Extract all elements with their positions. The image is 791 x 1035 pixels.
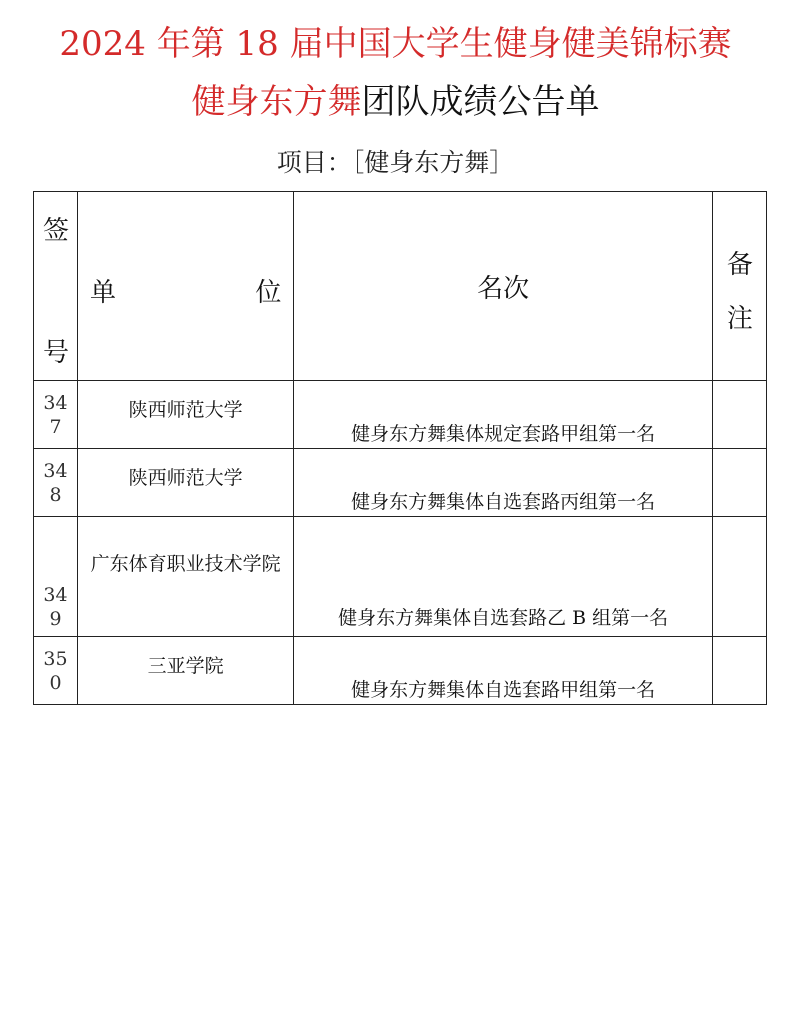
project-label: 项目：［健身东方舞］ <box>276 148 515 177</box>
row-unit-text: 三亚学院 <box>147 655 224 677</box>
header-sign-number-top: 签 <box>42 216 69 246</box>
table-row <box>34 381 767 449</box>
title-event-name: 健身东方舞 <box>191 82 362 122</box>
table-header-row <box>34 192 767 381</box>
row-sign-number: 348 <box>34 449 78 517</box>
header-note-top: 备 <box>726 250 753 280</box>
header-unit-right: 位 <box>255 278 282 308</box>
header-unit-left: 单 <box>90 278 117 308</box>
row-unit-text: 陕西师范大学 <box>128 467 243 489</box>
row-sign-number: 349 <box>34 517 78 637</box>
row-sign-number: 347 <box>34 381 78 449</box>
row-rank-text: 健身东方舞集体自选套路乙 B 组第一名 <box>338 607 669 629</box>
row-note <box>712 517 766 637</box>
row-sign-number: 350 <box>34 637 78 705</box>
row-note <box>712 381 766 449</box>
results-table <box>33 191 767 705</box>
row-unit <box>78 449 294 517</box>
table-row <box>34 449 767 517</box>
title-line-2 <box>0 80 791 124</box>
row-unit <box>78 637 294 705</box>
row-unit <box>78 381 294 449</box>
row-rank-text: 健身东方舞集体自选套路丙组第一名 <box>351 491 656 513</box>
row-rank <box>294 517 713 637</box>
header-unit <box>78 192 294 381</box>
title-line-1: 2024 年第 18 届中国大学生健身健美锦标赛 <box>59 24 732 64</box>
row-rank <box>294 637 713 705</box>
row-note <box>712 449 766 517</box>
row-unit-text: 广东体育职业技术学院 <box>90 553 281 575</box>
row-rank <box>294 381 713 449</box>
table-row <box>34 637 767 705</box>
row-rank <box>294 449 713 517</box>
header-note-bottom: 注 <box>726 304 753 334</box>
row-unit <box>78 517 294 637</box>
row-unit-text: 陕西师范大学 <box>128 399 243 421</box>
table-row <box>34 517 767 637</box>
row-rank-text: 健身东方舞集体规定套路甲组第一名 <box>351 423 656 445</box>
header-sign-number-bottom: 号 <box>42 338 69 368</box>
header-sign-number <box>34 192 78 381</box>
header-note <box>712 192 766 381</box>
title-notice-name: 团队成绩公告单 <box>361 82 600 122</box>
row-note <box>712 637 766 705</box>
header-rank: 名次 <box>294 192 713 381</box>
row-rank-text: 健身东方舞集体自选套路甲组第一名 <box>351 679 656 701</box>
